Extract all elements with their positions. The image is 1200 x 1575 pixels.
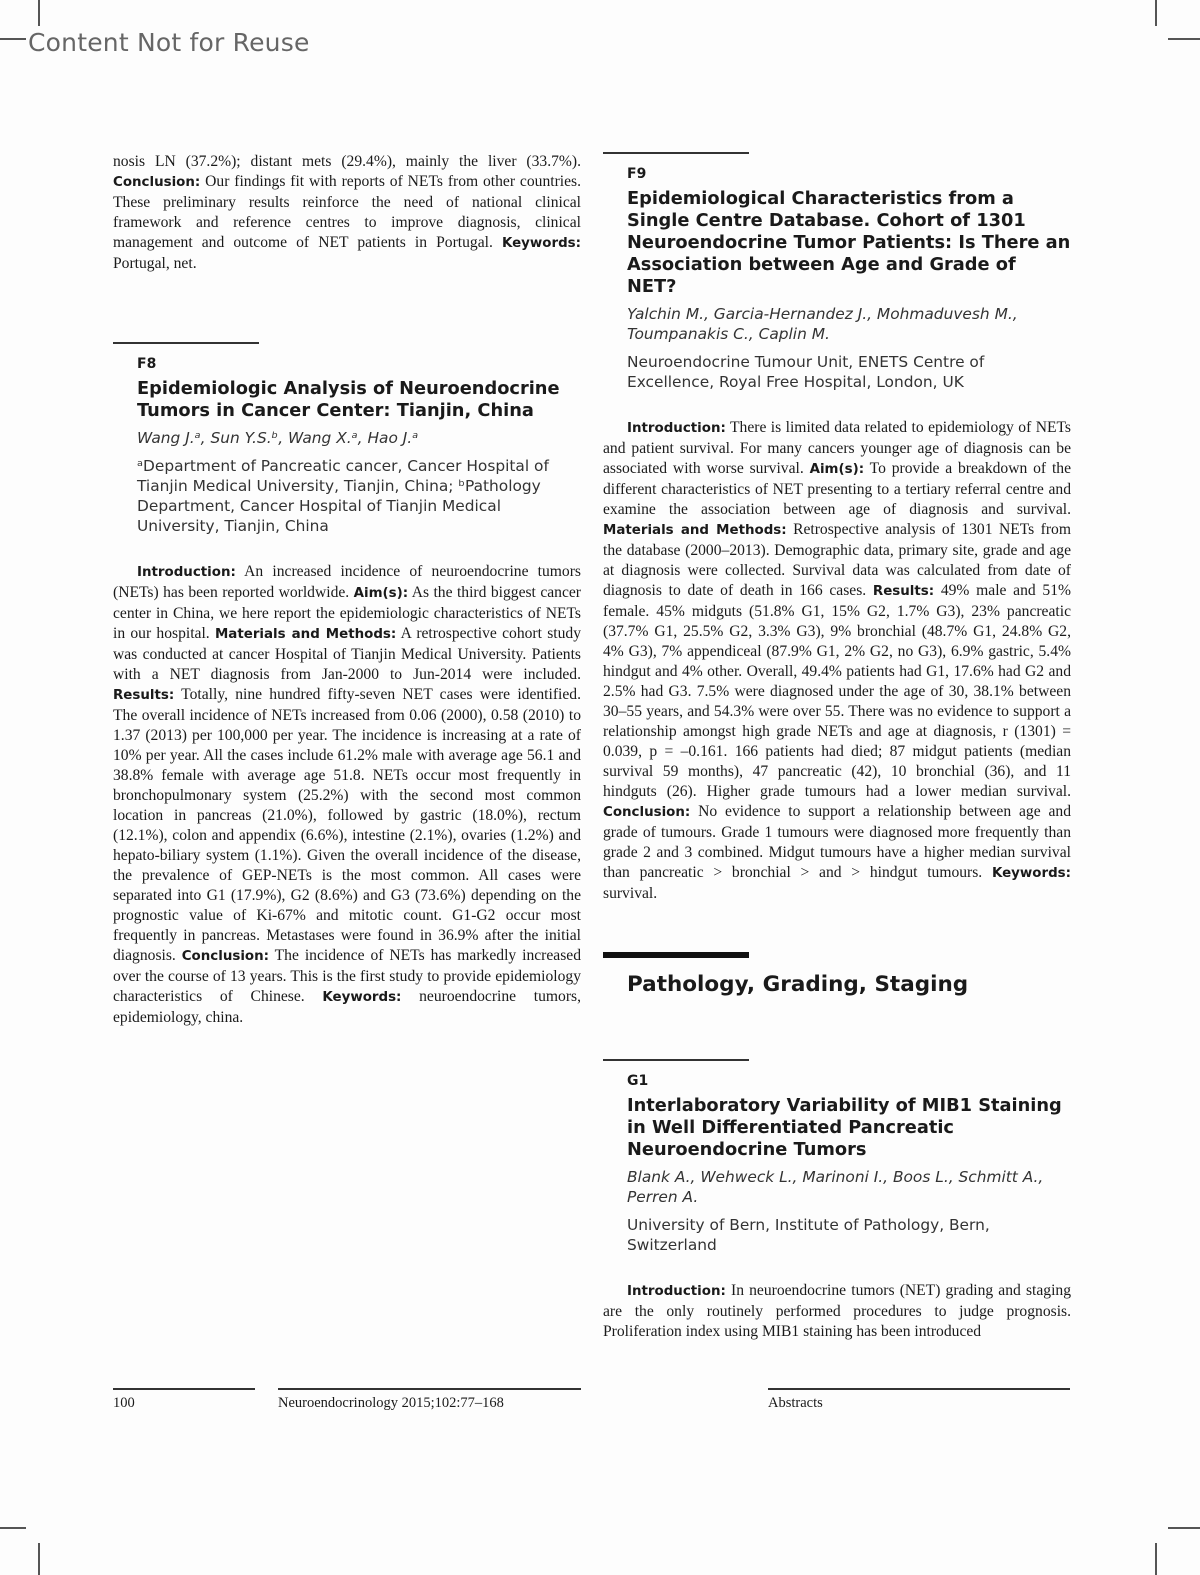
footer-rule [113, 1388, 255, 1390]
continuation-text: nosis LN (37.2%); distant mets (29.4%), mainly the liver (33.7%). Conclusion: Our findings fit with reports of NETs from other countries. These preliminary results reinforce the need of national clinical framework and reference centres to improve diagnosis, clinical management and outcome of NET patients in Portugal. Keywords: Portugal, net. [113, 153, 581, 272]
abstract-affiliation: ᵃDepartment of Pancreatic cancer, Cancer Hospital of Tianjin Medical University, Tianjin, China; ᵇPathology Department, Cancer Hospital of Tianjin Medical University, Tianjin, China [137, 457, 549, 535]
abstract-body: Introduction: There is limited data related to epidemiology of NETs and patient survival. For many cancers younger age of diagnosis can be associated with worse survival. Aim(s): To provide a breakdown of the different characteristics of NET presenting to a tertiary referral centre and examine the association between age of diagnosis and survival. Materials and Methods: Retrospective analysis of 1301 NETs from the database (2000–2013). Demographic data, primary site, grade and age at diagnosis were collected. Survival data was calculated from date of diagnosis to date of death in 166 cases. Results: 49% male and 51% female. 45% midguts (51.8% G1, 15% G2, 1.7% G3), 23% pancreatic (37.7% G1, 25.5% G2, 3.3% G3), 9% bronchial (48.7% G1, 24.8% G2, 4% G3), 7% appendiceal (87.9% G1, 2% G2, no G3), 6.9% gastric, 5.4% hindgut and 4% other. Overall, 49.4% patients had G1, 17.6% had G2 and 2.5% had G3. 7.5% were diagnosed under the age of 30, 38.1% between 30–55 years, and 54.3% were over 55. There was no evidence to support a relationship amongst high grade NETs and age at diagnosis, r (1301) = 0.039, p = –0.161. 166 patients had died; 87 midgut patients (median survival 59 months), 47 pancreatic (42), 10 bronchial (36), and 11 hindguts (26). Higher grade tumours had a lower median survival. Conclusion: No evidence to support a relationship between age and grade of tumours. Grade 1 tumours were diagnosed more frequently than grade 2 and 3 combined. Midgut tumours have a higher median survival than pancreatic > bronchial > and > hindgut tumours. Keywords: survival. [603, 419, 1072, 902]
page-number: 100 [113, 1395, 135, 1411]
section-label: Conclusion: [603, 805, 691, 820]
abstract-rule [603, 1059, 749, 1061]
section-label: Results: [872, 584, 935, 599]
section-name: Abstracts [768, 1395, 823, 1411]
section-label: Conclusion: [113, 175, 201, 190]
abstract-affiliation: Neuroendocrine Tumour Unit, ENETS Centre of Excellence, Royal Free Hospital, London, UK [627, 353, 985, 391]
abstract-title: Epidemiological Characteristics from a Single Centre Database. Cohort of 1301 Neuroendocrine Tumor Patients: Is There an Association between Age and Grade of NET? [627, 188, 1071, 297]
abstract-body: Introduction: In neuroendocrine tumors (NET) grading and staging are the only routinely performed procedures to judge prognosis. Proliferation index using MIB1 staining has been introduced [603, 1282, 1071, 1340]
crop-mark [0, 38, 26, 40]
crop-mark [38, 0, 40, 26]
abstract-title: Interlaboratory Variability of MIB1 Staining in Well Differentiated Pancreatic Neuroendocrine Tumors [627, 1095, 1062, 1160]
footer-rule [768, 1388, 1070, 1390]
right-column [603, 152, 1071, 1342]
section-label: Introduction: [137, 565, 236, 580]
section-label: Materials and Methods: [214, 627, 397, 642]
section-label: Conclusion: [181, 949, 270, 964]
abstract-authors: Wang J.ᵃ, Sun Y.S.ᵇ, Wang X.ᵃ, Hao J.ᵃ [137, 429, 419, 447]
abstract-authors: Yalchin M., Garcia-Hernandez J., Mohmaduvesh M., Toumpanakis C., Caplin M. [627, 305, 1018, 343]
section-label: Aim(s): [353, 586, 409, 601]
footer-rule [278, 1388, 581, 1390]
crop-mark [1155, 1543, 1157, 1575]
abstract-authors: Blank A., Wehweck L., Marinoni I., Boos L., Schmitt A., Perren A. [627, 1168, 1044, 1206]
section-label: Materials and Methods: [603, 523, 787, 538]
crop-mark [38, 1543, 40, 1575]
abstract-title: Epidemiologic Analysis of Neuroendocrine Tumors in Cancer Center: Tianjin, China [137, 378, 560, 421]
section-rule [603, 952, 749, 958]
watermark: Content Not for Reuse [28, 28, 310, 57]
abstract-code: F8 [137, 356, 157, 372]
section-label: Introduction: [627, 421, 726, 436]
journal-citation: Neuroendocrinology 2015;102:77–168 [278, 1395, 504, 1411]
section-label: Keywords: [501, 236, 581, 251]
section-label: Results: [113, 688, 175, 703]
crop-mark [0, 1527, 26, 1529]
section-label: Keywords: [991, 866, 1071, 881]
abstract-rule [113, 342, 259, 344]
section-label: Aim(s): [809, 462, 865, 477]
section-label: Keywords: [322, 990, 402, 1005]
section-title: Pathology, Grading, Staging [627, 972, 969, 997]
abstract-affiliation: University of Bern, Institute of Pathology, Bern, Switzerland [627, 1216, 990, 1254]
section-label: Introduction: [627, 1284, 726, 1299]
abstract-code: F9 [627, 166, 647, 182]
abstract-body: Introduction: An increased incidence of neuroendocrine tumors (NETs) has been reported worldwide. Aim(s): As the third biggest cancer center in China, we here report the epidemiologic characteristics of NETs in our hospital. Materials and Methods: A retrospective cohort study was conducted at cancer Hospital of Tianjin Medical University. Patients with a NET diagnosis from Jan-2000 to Jun-2014 were included. Results: Totally, nine hundred fifty-seven NET cases were identified. The overall incidence of NETs increased from 0.06 (2000), 0.58 (2010) to 1.37 (2013) per 100,000 per year. The incidence is increasing at a rate of 10% per year. All the cases include 61.2% male with average age 56.1 and 38.8% female with average age 51.8. NETs occur most frequently in bronchopulmonary system (25.2%) with the second most common location in pancreas (21.0%), followed by gastric (18.0%), rectum (12.1%), colon and appendix (6.6%), intestine (2.1%), ovaries (1.2%) and hepato-biliary system (1.1%). Given the overall incidence of the disease, the prevalence of GEP-NETs is the most common. All cases were separated into G1 (17.9%), G2 (8.6%) and G3 (73.6%) depending on the prognostic value of Ki-67% and mitotic count. G1-G2 occur most frequently in pancreas. Metastases were found in 36.9% after the initial diagnosis. Conclusion: The incidence of NETs has markedly increased over the course of 13 years. This is the first study to provide epidemiology characteristics of Chinese. Keywords: neuroendocrine tumors, epidemiology, china. [113, 563, 582, 1026]
left-column [113, 152, 581, 1028]
crop-mark [1168, 1527, 1200, 1529]
abstract-rule [603, 152, 749, 154]
abstract-code: G1 [627, 1073, 649, 1089]
crop-mark [1155, 0, 1157, 26]
crop-mark [1168, 38, 1200, 40]
